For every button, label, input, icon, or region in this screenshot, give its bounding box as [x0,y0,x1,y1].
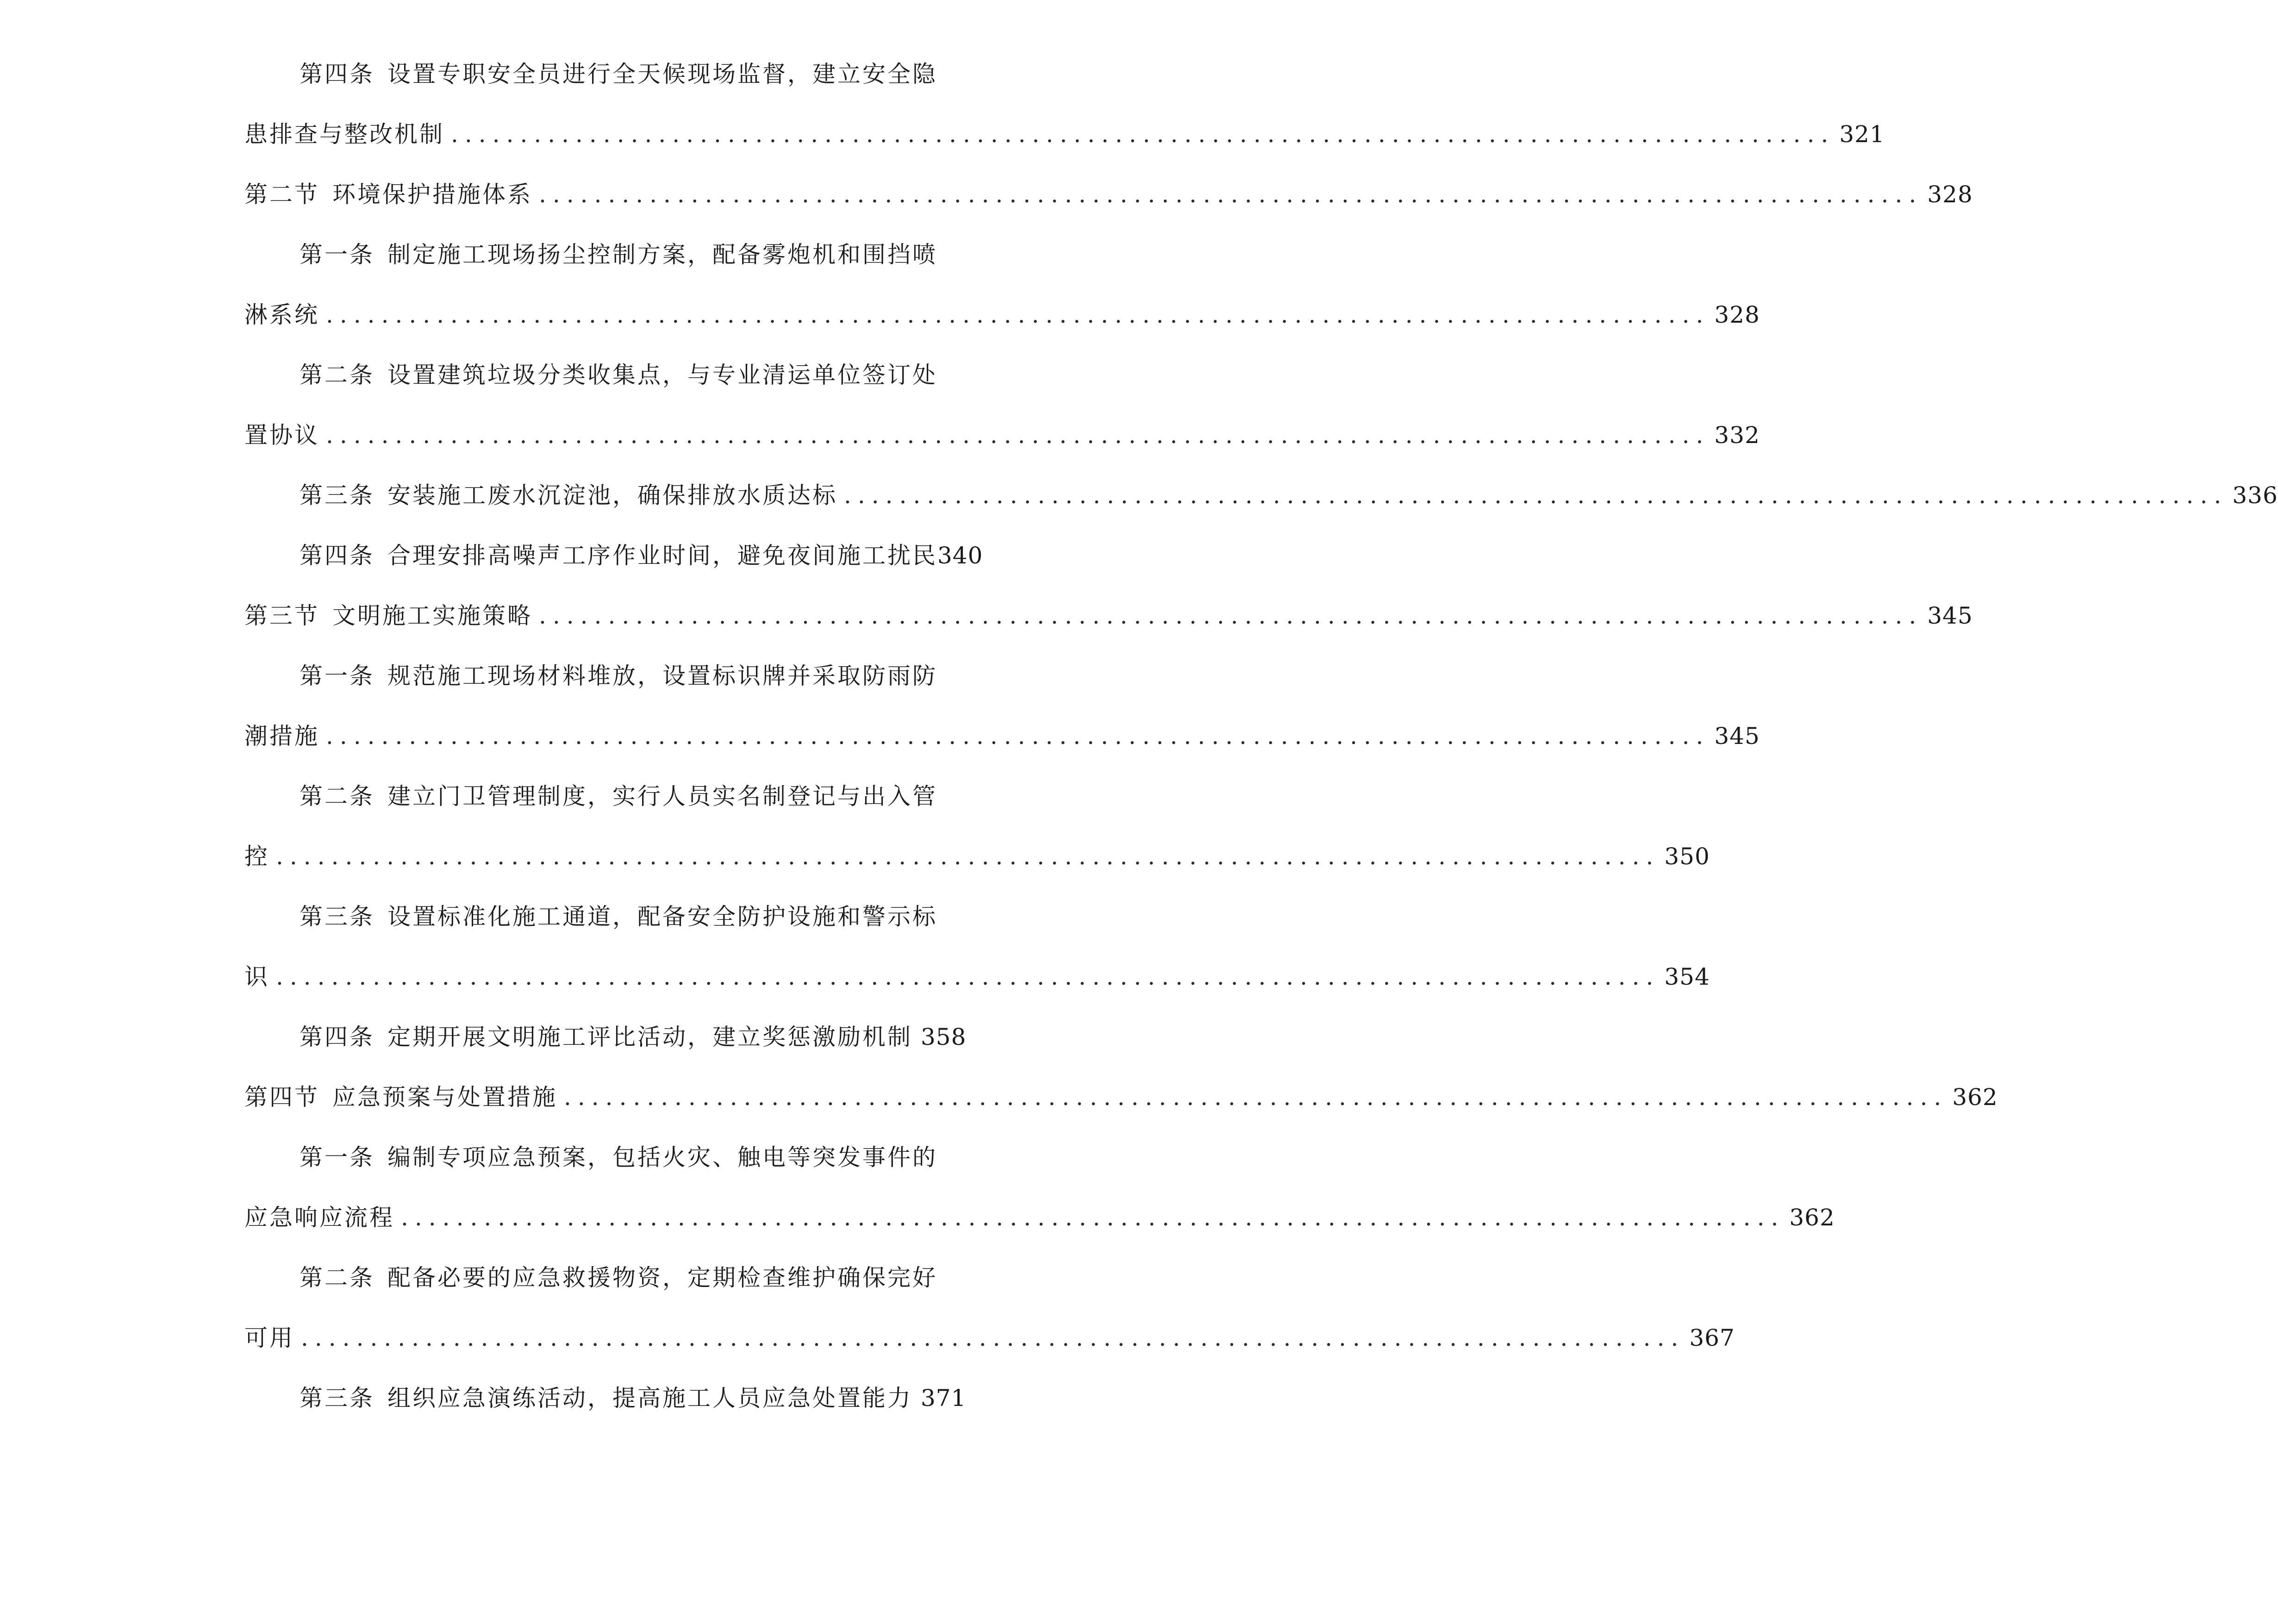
toc-leader-dots: .................................................................................................... [451,121,1835,148]
toc-entry-number: 第一条 [300,241,374,268]
toc-entry-line [300,775,1028,817]
toc-entry-line [300,535,1028,576]
toc-leader-dots: .................................................................................................... [301,1324,1685,1351]
toc-entry-title: 控 [244,843,269,870]
toc-entry-title: 识 [244,963,269,990]
toc-entry-number: 第一条 [300,662,374,689]
toc-leader-dots: .................................................................................................... [326,422,1710,449]
toc-section-number: 第四节 [244,1084,319,1111]
toc-entry-title: 潮措施 [244,723,319,750]
toc-entry-number: 第二条 [300,1264,374,1291]
toc-page-number: 362 [1952,1084,1998,1111]
toc-entry-title: 规范施工现场材料堆放，设置标识牌并采取防雨防 [387,662,937,689]
toc-leader-dots: .................................................................................................... [401,1204,1785,1231]
toc-entry-line [244,715,1760,757]
toc-page-number: 358 [921,1024,967,1050]
toc-entry-title: 应急响应流程 [244,1204,394,1231]
toc-entry-line [300,475,2278,516]
toc-entry-title: 患排查与整改机制 [244,121,444,148]
toc-entry-title: 配备必要的应急救援物资，定期检查维护确保完好 [387,1264,937,1291]
toc-section-line [244,1076,1998,1118]
toc-leader-dots: .................................................................................................... [539,602,1923,629]
toc-leader-dots: .................................................................................................... [564,1084,1948,1111]
toc-leader-dots: .................................................................................................... [276,843,1660,870]
toc-page-number: 340 [937,542,983,569]
toc-page-number: 354 [1664,963,1710,990]
toc-entry-title: 可用 [244,1324,294,1351]
toc-entry-line [300,896,1028,937]
toc-page-number: 371 [921,1385,967,1412]
toc-entry-title: 建立门卫管理制度，实行人员实名制登记与出入管 [387,783,937,810]
toc-section-line [244,595,1973,637]
toc-entry-line [244,1317,1735,1359]
toc-entry-line [300,655,1028,697]
toc-page-number: 336 [2232,482,2278,509]
toc-section-number: 第二节 [244,181,319,208]
toc-section-title: 环境保护措施体系 [332,181,532,208]
toc-entry-line [300,53,1028,95]
toc-entry-number: 第三条 [300,1385,374,1412]
toc-page-number: 345 [1714,723,1760,750]
toc-leader-dots: .................................................................................................... [326,301,1710,328]
toc-entry-title: 置协议 [244,422,319,449]
toc-entry-number: 第四条 [300,61,374,87]
toc-entry-title: 淋系统 [244,301,319,328]
toc-entry-line [244,1197,1835,1238]
toc-entry-line [300,1016,1028,1058]
toc-entry-number: 第一条 [300,1144,374,1171]
toc-entry-line [300,1137,1028,1178]
toc-page-number: 328 [1714,301,1760,328]
toc-leader-dots: .................................................................................................... [276,963,1660,990]
toc-page-number: 328 [1927,181,1973,208]
toc-entry-number: 第三条 [300,482,374,509]
toc-entry-number: 第三条 [300,903,374,930]
toc-entry-line [244,414,1760,456]
toc-section-number: 第三节 [244,602,319,629]
toc-entry-line [300,234,1028,275]
toc-entry-line [300,354,1028,396]
toc-entry-line [300,1377,1028,1419]
toc-entry-line [244,294,1760,336]
toc-entry-title: 制定施工现场扬尘控制方案，配备雾炮机和围挡喷 [387,241,937,268]
toc-entry-line [244,836,1710,877]
toc-entry-title: 组织应急演练活动，提高施工人员应急处置能力 [387,1385,912,1412]
toc-section-title: 文明施工实施策略 [332,602,532,629]
toc-entry-number: 第二条 [300,783,374,810]
toc-section-line [244,174,1973,215]
toc-page-number: 345 [1927,602,1973,629]
toc-leader-dots: .................................................................................................... [844,482,2228,509]
toc-entry-line [300,1257,1028,1299]
toc-page-number: 367 [1689,1324,1735,1351]
toc-entry-title: 编制专项应急预案，包括火灾、触电等突发事件的 [387,1144,937,1171]
toc-entry-line [244,956,1710,998]
toc-entry-title: 安装施工废水沉淀池，确保排放水质达标 [387,482,837,509]
toc-page-number: 362 [1789,1204,1835,1231]
toc-section-title: 应急预案与处置措施 [332,1084,557,1111]
toc-page-number: 321 [1839,121,1885,148]
toc-entry-title: 设置专职安全员进行全天候现场监督，建立安全隐 [387,61,937,87]
toc-entry-title: 设置建筑垃圾分类收集点，与专业清运单位签订处 [387,362,937,388]
toc-entry-number: 第四条 [300,542,374,569]
toc-leader-dots: .................................................................................................... [539,181,1923,208]
toc-entry-title: 合理安排高噪声工序作业时间，避免夜间施工扰民 [387,542,937,569]
toc-entry-line [244,113,1885,155]
toc-entry-title: 设置标准化施工通道，配备安全防护设施和警示标 [387,903,937,930]
toc-entry-title: 定期开展文明施工评比活动，建立奖惩激励机制 [387,1024,912,1050]
toc-entry-number: 第四条 [300,1024,374,1050]
toc-leader-dots: .................................................................................................... [326,723,1710,750]
toc-entry-number: 第二条 [300,362,374,388]
toc-page-number: 332 [1714,422,1760,449]
toc-page-number: 350 [1664,843,1710,870]
